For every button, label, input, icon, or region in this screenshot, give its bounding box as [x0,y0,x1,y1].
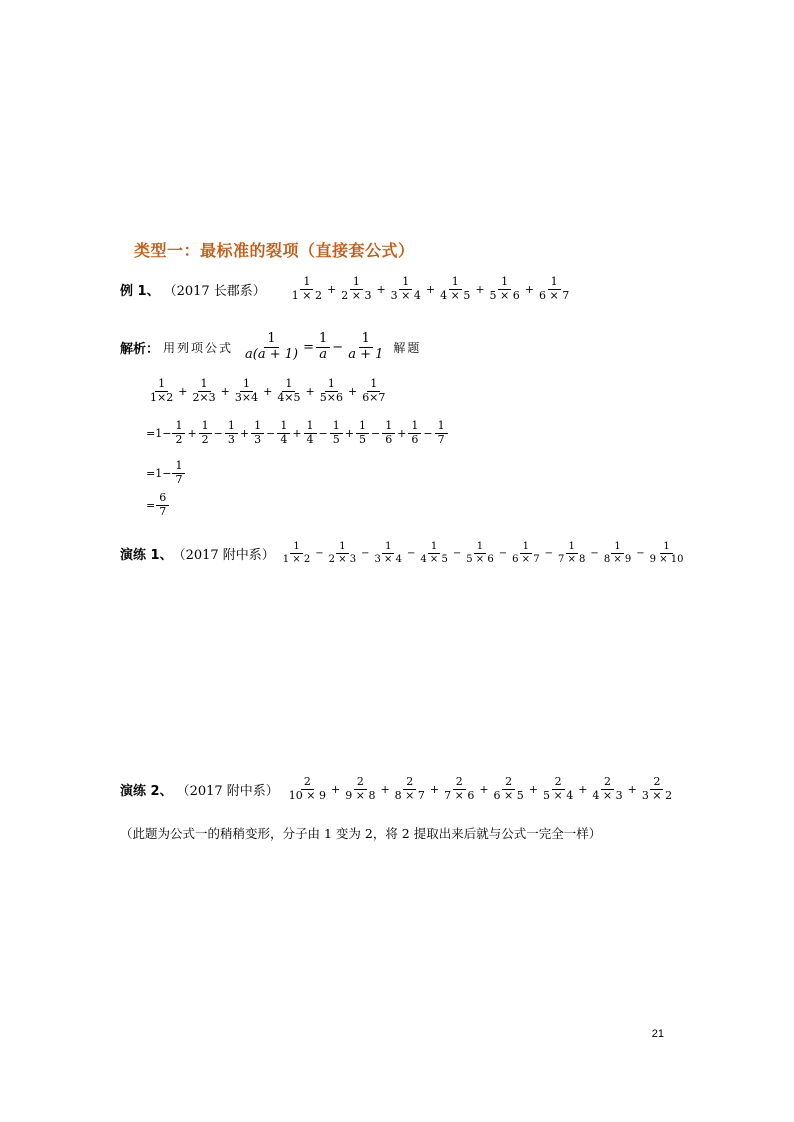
practice-1-term-numerator: 1 [428,541,440,554]
practice-1-term [372,541,405,565]
analysis-line-4-numerator: 6 [156,492,169,506]
analysis-line-2-term [330,420,343,446]
practice-2-term-numerator: 2 [552,776,565,790]
analysis-line-3 [146,460,186,486]
practice-1-term-denominator: 7 × 8 [557,553,586,565]
analysis-line-1-term-denominator: 6×7 [362,390,386,404]
practice-2-operator: + [479,782,489,796]
formula-lhs [242,332,301,363]
analysis-line-1-term-numerator: 1 [155,378,168,392]
analysis-line-3-prefix: =1− [146,466,172,480]
practice-1-term-denominator: 1 × 2 [282,553,311,565]
analysis-line-2-term-denominator: 2 [175,432,183,446]
practice-2-term-denominator: 8 × 7 [394,788,425,802]
practice-1-term-denominator: 2 × 3 [328,553,357,565]
practice-2-term-denominator: 4 × 3 [592,788,623,802]
analysis-line-2-expression [171,420,448,446]
formula-lhs-numerator: 1 [264,332,278,348]
analysis-line-1 [146,378,389,404]
example-1-operator: + [524,282,534,296]
analysis-outro: 解题 [393,340,422,355]
practice-2-operator: + [429,782,440,796]
analysis-line-2-term [225,420,238,446]
analysis-line-1-term-numerator: 1 [325,378,338,392]
example-1-term-denominator: 6 × 7 [538,288,570,302]
formula-term-2-numerator: 1 [359,332,373,348]
analysis-line-1-term [274,378,303,404]
analysis-line-2-operator: − [318,426,328,440]
analysis-line-2-term [172,420,185,446]
analysis-line-2-term-numerator: 1 [199,420,212,434]
analysis-line-4 [146,492,170,518]
analysis-line-2-term-numerator: 1 [225,420,238,434]
analysis-line-2-operator: + [187,426,197,440]
practice-1-term-denominator: 3 × 4 [374,553,402,565]
example-1-operator: + [376,282,386,296]
practice-1-term-numerator: 1 [290,541,302,554]
practice-2-operator: + [528,782,538,796]
analysis-line-2 [146,420,449,446]
practice-2-term-numerator: 2 [650,776,663,790]
example-1-operator: + [327,282,337,296]
example-1-term [487,276,523,302]
analysis-line-2-operator: − [213,426,223,440]
practice-1-term [555,541,588,565]
practice-1-term-numerator: 1 [566,541,578,554]
analysis-line-2-prefix: =1− [146,426,172,440]
formula-minus: − [332,339,344,355]
practice-2-term-numerator: 2 [301,776,314,790]
practice-2-term-numerator: 2 [403,776,416,790]
analysis-line-2-term [277,420,290,446]
formula-term-1-denominator: a [319,346,328,362]
practice-2-source: （2017 附中系） [176,783,279,799]
analysis-line-2-term-denominator: 3 [254,432,262,446]
analysis-line-2-operator: + [397,426,407,440]
practice-2-term-denominator: 5 × 4 [542,788,574,802]
example-1-term [388,276,424,302]
practice-2-term-denominator: 9 × 8 [345,788,376,802]
analysis-line-2-term-denominator: 5 [332,432,340,446]
practice-2-label: 演练 2、 [120,783,173,799]
analysis-line-1-term [359,378,388,404]
practice-1-operator: − [590,547,599,559]
practice-1-term-numerator: 1 [336,541,348,554]
analysis-line-1-operator: + [263,384,273,398]
practice-2-term-numerator: 2 [502,776,515,790]
analysis-line-2-term [435,420,448,446]
analysis-line-3-fraction [172,460,185,486]
practice-1 [120,541,688,565]
example-1-term-numerator: 1 [498,276,511,290]
practice-1-term-numerator: 1 [382,541,394,554]
practice-2-operator: + [380,782,390,796]
analysis-line-2-term [408,420,421,446]
practice-2-term-numerator: 2 [354,776,367,790]
formula-equals: = [303,339,315,355]
practice-1-term [326,541,359,565]
analysis-line-1-term [232,378,261,404]
analysis-line-1-term-denominator: 5×6 [319,390,343,404]
example-1-operator: + [475,282,485,296]
practice-2-term [441,776,477,802]
example-1-term-denominator: 2 × 3 [341,288,372,302]
practice-2-operator: + [627,782,637,796]
analysis-line-2-term-numerator: 1 [304,420,317,434]
section-heading: 类型一：最标准的裂项（直接套公式） [134,241,415,260]
analysis-line-1-term-denominator: 4×5 [277,390,301,404]
analysis-line-3-numerator: 1 [172,460,185,474]
practice-1-term-numerator: 1 [611,541,623,554]
page-number: 21 [651,1028,664,1040]
practice-1-term [463,541,496,565]
practice-1-term-denominator: 5 × 6 [466,553,494,565]
analysis-line-1-term [147,378,176,404]
analysis-line-2-term-denominator: 6 [385,432,393,446]
practice-2-term-numerator: 2 [601,776,614,790]
analysis-line-2-operator: − [423,426,433,440]
analysis-line-1-term-numerator: 1 [198,378,211,392]
analysis-line-1-term-numerator: 1 [282,378,295,392]
analysis-line-1-term-numerator: 1 [367,378,380,392]
practice-2-note: （此题为公式一的稍稍变形，分子由 1 变为 2，将 2 提取出来后就与公式一完全一样） [120,826,602,841]
practice-1-term [417,541,450,565]
example-1-source: （2017 长郡系） [163,283,266,299]
analysis-line-2-term-denominator: 2 [201,432,209,446]
analysis-formula-line [120,332,421,363]
practice-1-term [647,541,687,565]
analysis-line-2-operator: + [292,426,302,440]
analysis-line-2-term [356,420,369,446]
practice-1-operator: − [361,547,370,559]
practice-1-term-denominator: 6 × 7 [512,553,540,565]
analysis-line-1-operator: + [347,384,358,398]
analysis-line-2-term-numerator: 1 [172,420,185,434]
analysis-line-2-term-denominator: 6 [411,432,419,446]
example-1-term-denominator: 4 × 5 [440,288,471,302]
example-1 [120,276,573,302]
analysis-line-4-denominator: 7 [159,504,167,518]
analysis-line-2-term [199,420,212,446]
practice-1-term [601,541,634,565]
analysis-line-2-operator: − [266,426,276,440]
practice-1-operator: − [315,547,324,559]
practice-2-term [392,776,428,802]
analysis-line-2-term-numerator: 1 [251,420,264,434]
practice-2-term-numerator: 2 [453,776,466,790]
practice-2-term [286,776,329,802]
analysis-line-2-term-numerator: 1 [277,420,290,434]
analysis-line-2-term-numerator: 1 [356,420,369,434]
practice-1-term-denominator: 8 × 9 [603,553,632,565]
analysis-line-1-term-numerator: 1 [240,378,253,392]
example-1-label: 例 1、 [120,283,160,299]
analysis-line-2-term-numerator: 1 [330,420,343,434]
practice-1-source: （2017 附中系） [172,547,275,563]
practice-1-operator: − [498,547,508,559]
analysis-line-2-operator: + [239,426,250,440]
formula-term-2-denominator: a + 1 [348,346,384,362]
example-1-term-numerator: 1 [548,276,561,290]
practice-2 [120,776,676,802]
analysis-line-4-prefix: = [146,498,156,512]
example-1-term-denominator: 3 × 4 [390,288,421,302]
practice-2-term-denominator: 3 × 2 [641,788,673,802]
analysis-line-2-term [382,420,395,446]
formula-term-2 [345,332,386,363]
example-1-term [536,276,572,302]
practice-1-label: 演练 1、 [120,547,173,563]
practice-1-operator: − [452,547,462,559]
practice-2-term-denominator: 6 × 5 [493,788,524,802]
example-1-expression [288,276,573,302]
practice-1-term-numerator: 1 [660,541,672,554]
practice-1-term-denominator: 4 × 5 [420,553,448,565]
practice-2-term [639,776,675,802]
analysis-line-2-term [304,420,317,446]
practice-2-expression [285,776,676,802]
example-1-operator: + [425,282,436,296]
analysis-line-2-term-numerator: 1 [382,420,395,434]
practice-2-operator: + [578,782,588,796]
analysis-line-1-term-denominator: 3×4 [234,390,259,404]
practice-1-term-denominator: 9 × 10 [649,553,684,565]
analysis-intro: 用列项公式 [163,340,234,355]
example-1-term-numerator: 1 [350,276,363,290]
practice-1-term-numerator: 1 [520,541,532,554]
analysis-line-2-operator: − [370,426,381,440]
example-1-term [289,276,325,302]
analysis-line-1-term-denominator: 2×3 [192,390,216,404]
analysis-line-1-term [189,378,218,404]
practice-2-term [491,776,527,802]
analysis-line-2-term-denominator: 4 [306,432,314,446]
analysis-line-1-operator: + [220,384,230,398]
practice-2-term [342,776,378,802]
practice-1-operator: − [406,547,416,559]
practice-2-term [540,776,576,802]
analysis-line-1-term [317,378,346,404]
practice-2-term-denominator: 10 × 9 [288,788,327,802]
analysis-line-1-operator: + [305,384,315,398]
practice-1-operator: − [544,547,553,559]
example-1-term [338,276,374,302]
analysis-line-2-term-numerator: 1 [435,420,448,434]
example-1-term-numerator: 1 [300,276,313,290]
analysis-line-2-term-denominator: 3 [227,432,235,446]
analysis-label: 解析： [120,341,160,357]
practice-1-term [509,541,542,565]
practice-1-operator: − [636,547,645,559]
example-1-term-numerator: 1 [449,276,462,290]
practice-1-term-numerator: 1 [474,541,486,554]
practice-1-expression [279,541,688,565]
formula-term-1-numerator: 1 [316,332,330,348]
analysis-line-3-denominator: 7 [175,472,183,486]
analysis-line-1-expression [146,378,389,404]
analysis-line-1-term-denominator: 1×2 [150,390,174,404]
practice-2-term [589,776,625,802]
analysis-line-2-operator: + [344,426,354,440]
example-1-term-denominator: 5 × 6 [489,288,520,302]
example-1-term-numerator: 1 [399,276,412,290]
analysis-line-2-term-numerator: 1 [408,420,421,434]
formula-lhs-denominator: a(a + 1) [245,346,299,362]
analysis-line-4-fraction [156,492,169,518]
analysis-line-2-term [251,420,264,446]
formula-term-1 [316,332,330,363]
analysis-line-2-term-denominator: 4 [280,432,288,446]
practice-2-term-denominator: 7 × 6 [444,788,475,802]
analysis-line-2-term-denominator: 5 [358,432,366,446]
analysis-line-2-term-denominator: 7 [437,432,445,446]
example-1-term [437,276,473,302]
practice-2-operator: + [331,782,341,796]
example-1-term-denominator: 1 × 2 [291,288,323,302]
practice-1-term [280,541,313,565]
analysis-line-1-operator: + [178,384,188,398]
